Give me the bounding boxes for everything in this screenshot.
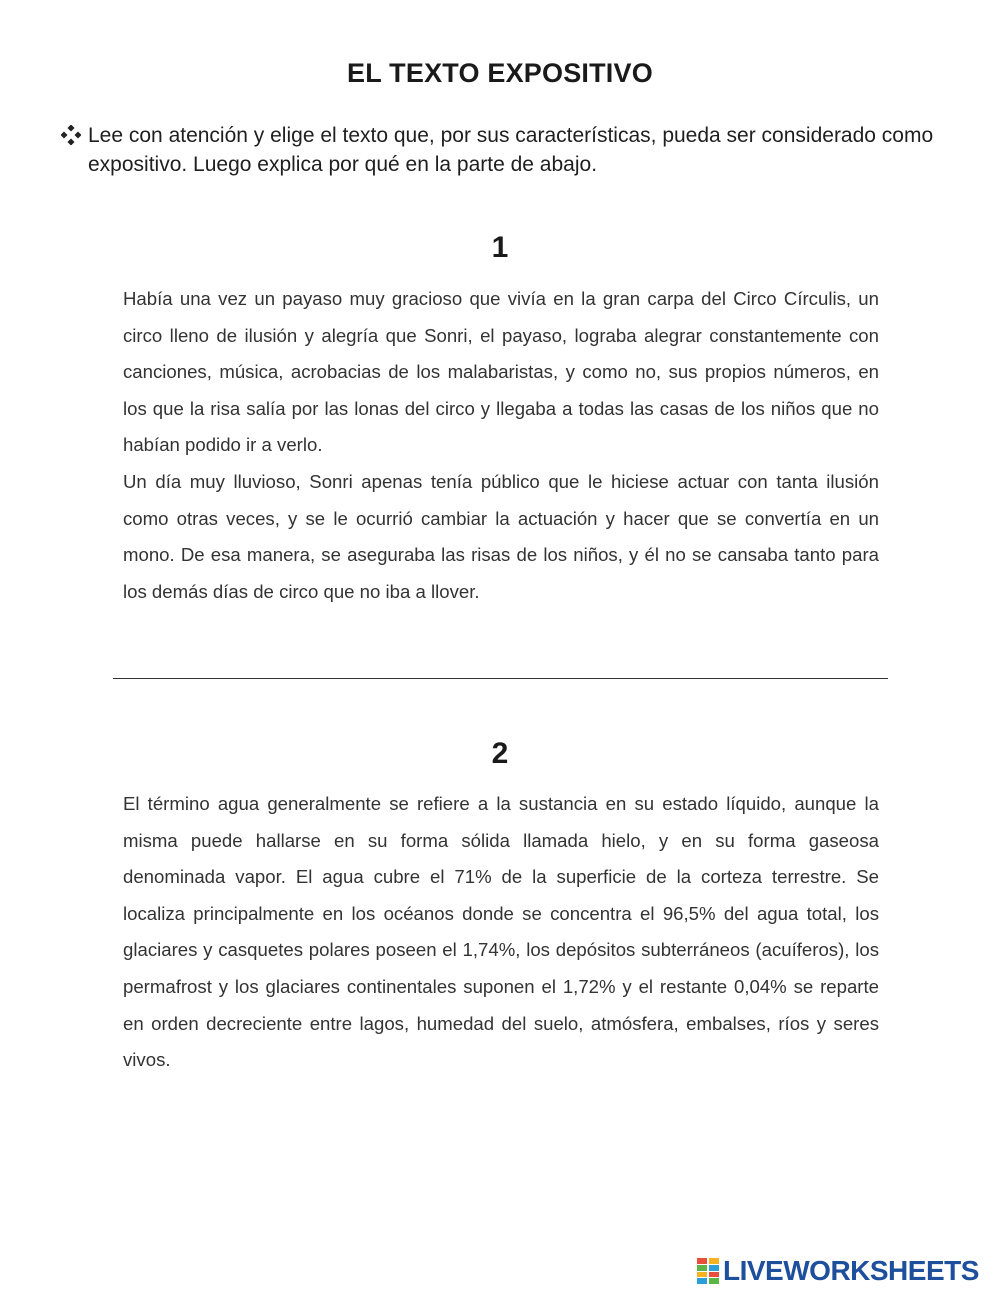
liveworksheets-logo bbox=[697, 1256, 979, 1286]
diamond-bullet-icon bbox=[61, 125, 81, 145]
instruction-text: Lee con atención y elige el texto que, por sus características, pueda ser considerado como expositivo. Luego explica por qué en la parte de abajo. bbox=[88, 124, 934, 176]
text-2-paragraph-1: El término agua generalmente se refiere a la sustancia en su estado líquido, aunque la misma puede hallarse en su forma sólida llamada hielo, y en su forma gaseosa denominada vapor. El agua cubre el 71% de la superficie de la corteza terrestre. Se localiza principalmente en los océanos donde se concentra el 96,5% del agua total, los glaciares y casquetes polares poseen el 1,74%, los depósitos subterráneos (acuíferos), los permafrost y los glaciares continentales suponen el 1,72% y el restante 0,04% se reparte en orden decreciente entre lagos, humedad del suelo, atmósfera, embalses, ríos y seres vivos. bbox=[123, 793, 879, 1071]
liveworksheets-logo-icon bbox=[697, 1258, 719, 1284]
text-number-2: 2 bbox=[491, 737, 509, 770]
text-1-paragraph-2: Un día muy lluvioso, Sonri apenas tenía público que le hiciese actuar con tanta ilusión como otras veces, y se le ocurrió cambiar la actuación y hacer que se convertía en un mono. De esa manera, se aseguraba las risas de los niños, y él no se cansaba tanto para los demás días de circo que no iba a llover. bbox=[123, 471, 879, 602]
section-divider bbox=[113, 678, 888, 679]
logo-text: LIVEWORKSHEETS bbox=[723, 1255, 979, 1286]
text-1-paragraph-1: Había una vez un payaso muy gracioso que vivía en la gran carpa del Circo Círculis, un circo lleno de ilusión y alegría que Sonri, el payaso, lograba alegrar constantemente con canciones, música, acrobacias de los malabaristas, y como no, sus propios números, en los que la risa salía por las lonas del circo y llegaba a todas las casas de los niños que no habían podido ir a verlo. bbox=[123, 288, 879, 456]
page-title: EL TEXTO EXPOSITIVO bbox=[347, 58, 653, 88]
text-number-1: 1 bbox=[491, 231, 509, 264]
